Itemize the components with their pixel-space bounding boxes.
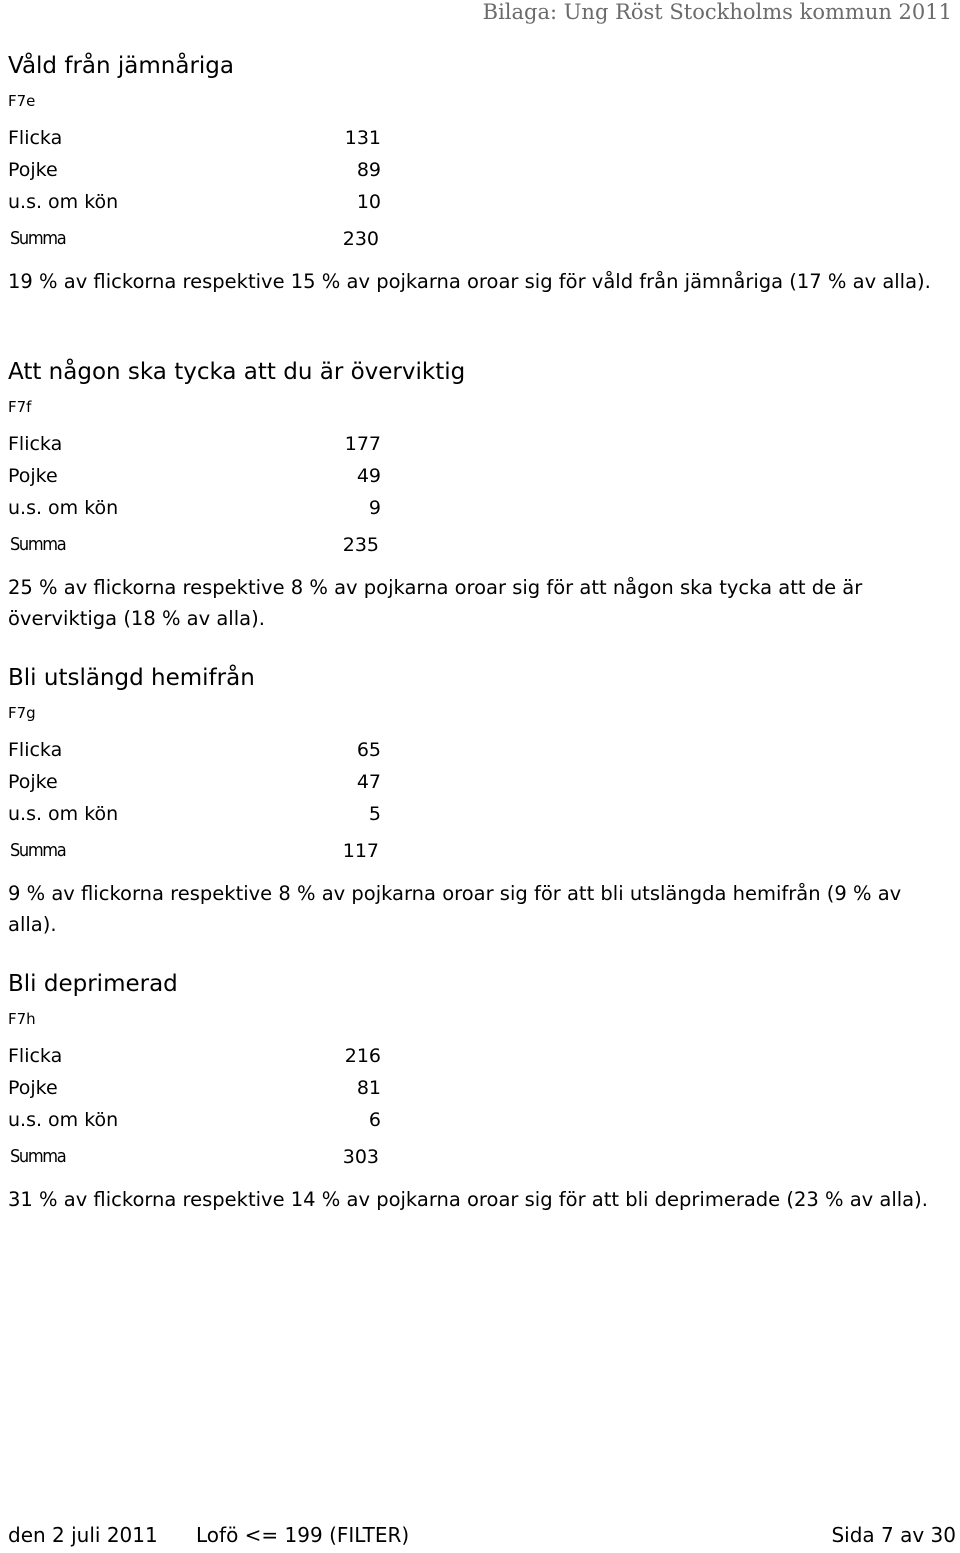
row-value: 131: [344, 127, 381, 149]
row-label: Pojke: [8, 771, 58, 793]
row-label: Pojke: [8, 159, 58, 181]
section-vald-fran-jamnariga: [8, 52, 953, 297]
table-row: [8, 1072, 953, 1104]
question-code: F7g: [8, 704, 36, 722]
footer-page-number: Sida 7 av 30: [831, 1523, 956, 1547]
row-value: 47: [356, 771, 381, 793]
summary-note: 31 % av flickorna respektive 14 % av pojkarna oroar sig för att bli deprimerade (23 % av alla).: [8, 1188, 928, 1211]
table-sum-row: [8, 1142, 953, 1172]
sum-value: 235: [342, 534, 379, 556]
document-header: Bilaga: Ung Röst Stockholms kommun 2011: [482, 0, 952, 24]
frequency-table: [8, 428, 953, 560]
summary-note: 9 % av flickorna respektive 8 % av pojkarna oroar sig för att bli utslängda hemifrån (9 % av alla).: [8, 882, 902, 936]
row-label: Flicka: [8, 433, 63, 455]
row-label: Pojke: [8, 1077, 58, 1099]
table-row: [8, 766, 953, 798]
sum-value: 230: [342, 228, 379, 250]
table-sum-row: [8, 530, 953, 560]
table-row: [8, 428, 953, 460]
table-row: [8, 154, 953, 186]
row-value: 81: [356, 1077, 381, 1099]
row-value: 65: [356, 739, 381, 761]
frequency-table: [8, 122, 953, 254]
frequency-table: [8, 1040, 953, 1172]
section-title: Bli deprimerad: [8, 971, 178, 997]
footer-filter: Lofö <= 199 (FILTER): [196, 1523, 410, 1547]
table-sum-row: [8, 836, 953, 866]
row-label: Flicka: [8, 1045, 63, 1067]
section-deprimerad: [8, 970, 953, 1215]
row-value: 177: [344, 433, 381, 455]
sum-value: 303: [342, 1146, 379, 1168]
table-row: [8, 460, 953, 492]
table-row: [8, 492, 953, 524]
section-title: Att någon ska tycka att du är överviktig: [8, 359, 466, 385]
sum-label: Summa: [10, 1146, 66, 1167]
question-code: F7h: [8, 1010, 36, 1028]
row-label: Pojke: [8, 465, 58, 487]
row-value: 5: [368, 803, 381, 825]
summary-note: 25 % av flickorna respektive 8 % av pojkarna oroar sig för att någon ska tycka att de är överviktiga (18 % av alla).: [8, 576, 863, 630]
section-utslangd-hemifran: [8, 664, 953, 940]
row-value: 10: [356, 191, 381, 213]
table-row: [8, 1040, 953, 1072]
section-title: Våld från jämnåriga: [8, 53, 234, 79]
row-label: u.s. om kön: [8, 803, 119, 825]
table-row: [8, 1104, 953, 1136]
sum-label: Summa: [10, 534, 66, 555]
table-row: [8, 186, 953, 218]
table-row: [8, 734, 953, 766]
table-sum-row: [8, 224, 953, 254]
section-overviktig: [8, 358, 953, 634]
question-code: F7e: [8, 92, 36, 110]
question-code: F7f: [8, 398, 32, 416]
document-footer: [8, 1521, 956, 1549]
sum-value: 117: [342, 840, 379, 862]
row-label: u.s. om kön: [8, 1109, 119, 1131]
frequency-table: [8, 734, 953, 866]
row-value: 6: [368, 1109, 381, 1131]
row-label: u.s. om kön: [8, 191, 119, 213]
row-label: Flicka: [8, 127, 63, 149]
row-value: 216: [344, 1045, 381, 1067]
row-label: u.s. om kön: [8, 497, 119, 519]
table-row: [8, 798, 953, 830]
row-label: Flicka: [8, 739, 63, 761]
row-value: 9: [368, 497, 381, 519]
section-title: Bli utslängd hemifrån: [8, 665, 255, 691]
sum-label: Summa: [10, 840, 66, 861]
row-value: 49: [356, 465, 381, 487]
sum-label: Summa: [10, 228, 66, 249]
footer-date: den 2 juli 2011: [8, 1523, 158, 1547]
row-value: 89: [356, 159, 381, 181]
table-row: [8, 122, 953, 154]
summary-note: 19 % av flickorna respektive 15 % av pojkarna oroar sig för våld från jämnåriga (17 % av alla).: [8, 270, 931, 293]
